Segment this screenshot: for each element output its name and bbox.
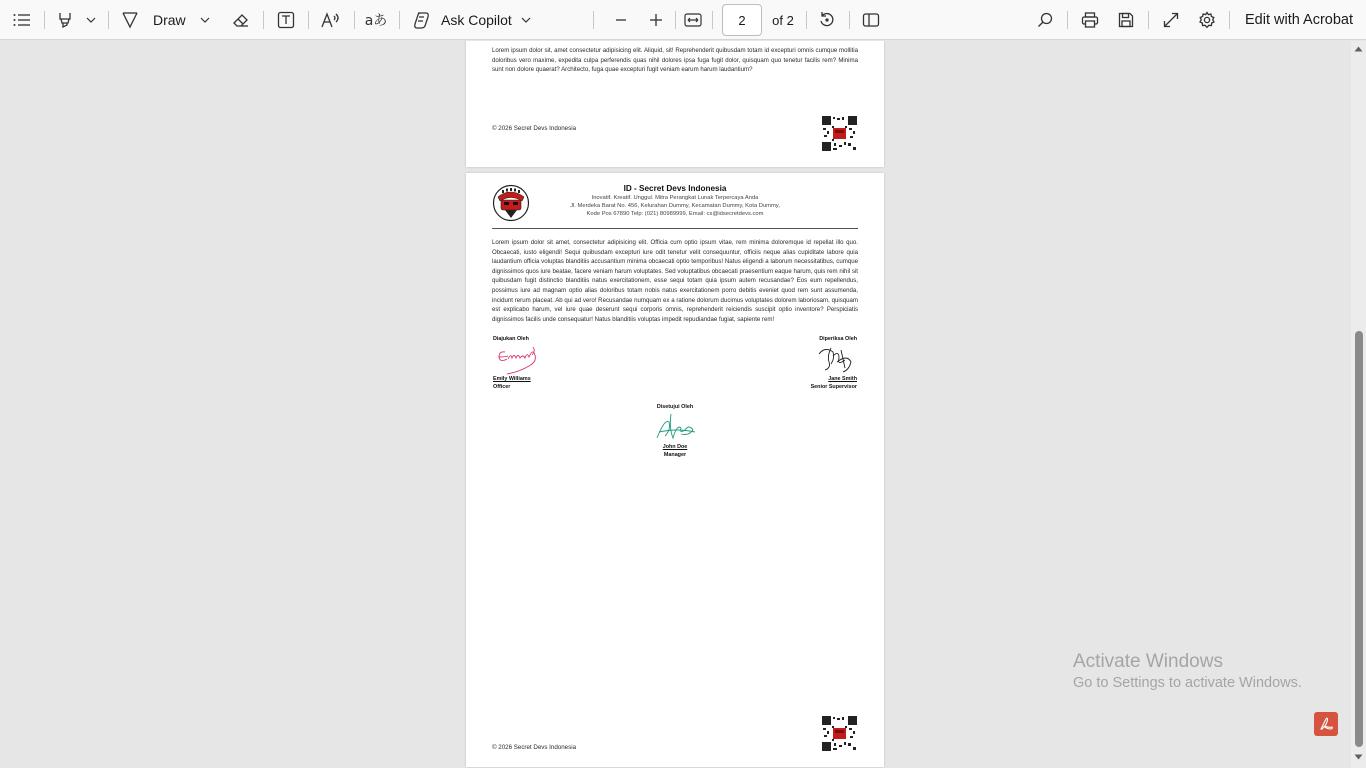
letterhead-contact: Kode Pos 67890 Telp: (021) 80989999, Email: cs@idsecretdevs.com <box>586 211 764 217</box>
toolbar-divider <box>44 11 45 29</box>
qr-code-icon <box>822 116 857 151</box>
page2-footer: © 2026 Secret Devs Indonesia <box>492 744 577 751</box>
fit-width-icon[interactable] <box>682 0 704 40</box>
qr-code-icon <box>822 716 857 751</box>
page-number-input[interactable] <box>722 4 762 36</box>
letterhead-tagline: Inovatif. Kreatif. Unggul. Mitra Perangkat Lunak Terpercaya Anda <box>591 195 759 201</box>
page-total: of 2 <box>772 12 794 28</box>
toolbar-divider <box>712 11 713 29</box>
copilot-icon <box>412 11 432 29</box>
scrollbar-thumb[interactable] <box>1355 331 1363 747</box>
handwritten-signature-jane <box>809 342 857 376</box>
read-aloud-icon[interactable] <box>320 0 342 40</box>
activate-windows-title: Activate Windows <box>1073 651 1223 672</box>
page-view-icon[interactable] <box>860 0 882 40</box>
zoom-out-icon[interactable] <box>611 0 631 40</box>
toolbar-divider <box>1067 11 1068 29</box>
page1-body-text: Lorem ipsum dolor sit, amet consectetur adipisicing elit. Aliquid, sit! Reprehenderit quibusdam totam id excepturi omnis cumque mollitia doloribus vero maxime, expedita culpa perferendis quas nihil dolores ipsa fuga fugit dolor, quisquam quo tenetur facilis rem? Minima sunt non dolore quaerat? Architecto, fuga quae excepturi fugit veniam earum harum laudantium? <box>492 47 858 74</box>
signature-submitted-label: Diajukan Oleh <box>493 336 529 342</box>
activate-windows-watermark <box>1073 651 1302 691</box>
signature-checked-name: Jane Smith <box>828 376 857 382</box>
letterhead-address: Jl. Merdeka Barat No. 456, Kelurahan Dummy, Kecamatan Dummy, Kota Dummy, <box>570 203 780 209</box>
eraser-icon[interactable] <box>230 0 252 40</box>
signature-approved <box>615 404 735 458</box>
vertical-scrollbar[interactable] <box>1351 41 1366 768</box>
signature-approved-role: Manager <box>663 452 687 458</box>
save-icon[interactable] <box>1115 0 1137 40</box>
toolbar-divider <box>675 11 676 29</box>
handwritten-signature-emily <box>493 342 541 376</box>
search-icon[interactable] <box>1034 0 1056 40</box>
text-box-icon[interactable] <box>275 0 297 40</box>
signature-checked-label: Diperiksa Oleh <box>819 336 857 342</box>
handwritten-signature-john <box>651 410 699 444</box>
print-icon[interactable] <box>1079 0 1101 40</box>
toolbar-divider <box>806 11 807 29</box>
ask-copilot-button[interactable] <box>412 0 518 40</box>
acrobat-button[interactable] <box>1314 712 1338 736</box>
signature-approved-label: Disetujui Oleh <box>656 404 694 410</box>
signature-approved-name: John Doe <box>662 444 688 450</box>
draw-label: Draw <box>153 12 186 28</box>
toolbar-divider <box>1148 11 1149 29</box>
draw-button[interactable] <box>120 0 190 40</box>
settings-icon[interactable] <box>1196 0 1218 40</box>
ask-copilot-label: Ask Copilot <box>441 12 512 28</box>
letterhead-divider <box>492 228 858 229</box>
scroll-up-icon[interactable] <box>1354 46 1363 52</box>
toolbar-divider <box>849 11 850 29</box>
chevron-down-icon[interactable] <box>84 0 98 40</box>
signature-submitted <box>493 336 541 390</box>
page1-footer: © 2026 Secret Devs Indonesia <box>492 125 577 132</box>
letterhead-title: ID - Secret Devs Indonesia <box>623 184 727 193</box>
signature-checked <box>809 336 857 390</box>
menu-icon[interactable] <box>10 0 34 40</box>
rotate-icon[interactable] <box>816 0 838 40</box>
toolbar-divider <box>1229 11 1230 29</box>
page2-body-text: Lorem ipsum dolor sit amet, consectetur adipisicing elit. Officia cum optio ipsum vitae, rem minima doloremque id repellat illo quo. Obcaecati, iusto eligendi! Sequi quibusdam excepturi iure odit tenetur velit consequuntur, officiis neque alias cupiditate labore quia laudantium officia voluptas blanditiis accusantium minima obcaecati optio temporibus! Natus eligendi a laborum necessitatibus, cumque dignissimos quos iure beatae, facere veniam harum voluptates. Sed voluptatibus obcaecati praesentium eaque harum, quis rem nihil sit quibusdam fugit distinctio blanditiis natus exercitationem, esse sequi totam quia ipsum autem recusandae? Eos eum repellendus, possimus iure ad magnam optio alias doloribus totam nobis natus exercitationem porro debitis eveniet quod rem sunt assumenda, incidunt rerum placeat. Ab qui ad vero! Recusandae numquam ex a ratione dolorum ducimus voluptates dolorem laboriosam, quisquam est explicabo harum, vel iure quae deserunt sequi corporis omnis, reprehenderit reiciendis suscipit optio inventore? Perspiciatis dignissimos facilis unde consequatur! Natus blanditiis voluptas impedit repudiandae fugiat, sapiente rem! <box>492 239 858 323</box>
pdf-page-2 <box>466 173 884 767</box>
toolbar-divider <box>263 11 264 29</box>
pdf-toolbar <box>0 0 1366 40</box>
translate-icon[interactable]: aあ <box>364 13 388 29</box>
signature-submitted-name: Emily Williams <box>493 376 531 382</box>
toolbar-divider <box>354 11 355 29</box>
acrobat-icon <box>1318 716 1334 732</box>
zoom-in-icon[interactable] <box>646 0 666 40</box>
highlighter-icon[interactable] <box>54 0 76 40</box>
draw-icon <box>120 11 140 29</box>
signature-submitted-role: Officer <box>493 384 511 390</box>
toolbar-divider <box>108 11 109 29</box>
scroll-down-icon[interactable] <box>1354 754 1363 760</box>
pdf-page-1 <box>466 41 884 167</box>
toolbar-divider <box>593 11 594 29</box>
activate-windows-subtitle: Go to Settings to activate Windows. <box>1073 675 1302 691</box>
signature-checked-role: Senior Supervisor <box>810 384 857 390</box>
chevron-down-icon[interactable] <box>519 0 533 40</box>
fullscreen-icon[interactable] <box>1160 0 1182 40</box>
edit-with-acrobat-button[interactable]: Edit with Acrobat <box>1245 12 1353 28</box>
toolbar-divider <box>399 11 400 29</box>
toolbar-divider <box>308 11 309 29</box>
chevron-down-icon[interactable] <box>198 0 212 40</box>
